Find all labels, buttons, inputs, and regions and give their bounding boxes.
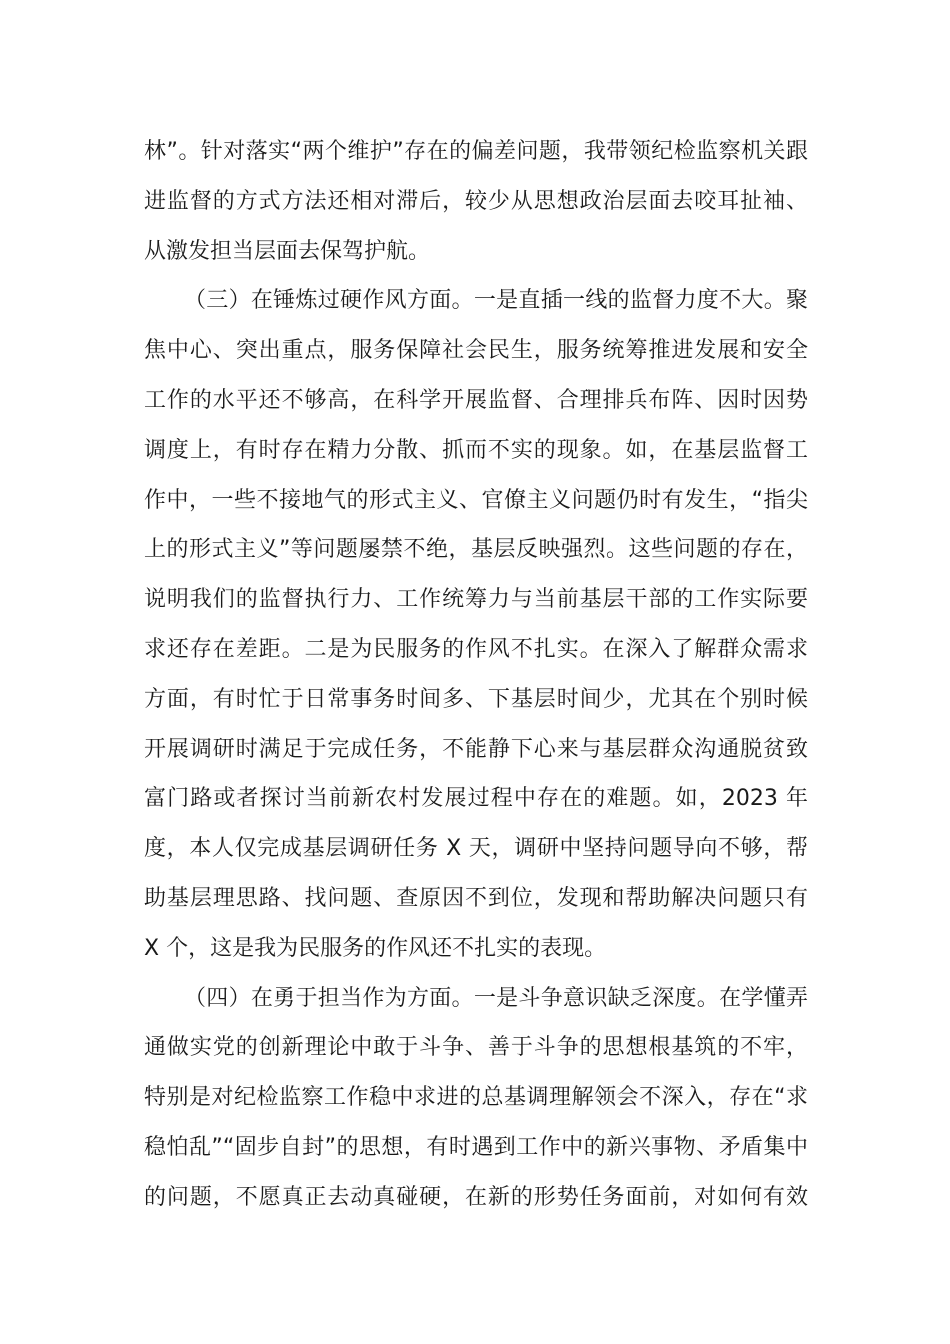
text-line: 助基层理思路、找问题、查原因不到位，发现和帮助解决问题只有 — [144, 885, 808, 911]
text-line: 度，本人仅完成基层调研任务 X 天，调研中坚持问题导向不够，帮 — [144, 836, 808, 862]
text-line: 富门路或者探讨当前新农村发展过程中存在的难题。如，2023 年 — [144, 786, 808, 812]
text-line: 的问题，不愿真正去动真碰硬，在新的形势任务面前，对如何有效 — [144, 1184, 808, 1210]
text-line: 调度上，有时存在精力分散、抓而不实的现象。如，在基层监督工 — [144, 437, 808, 463]
text-line: 进监督的方式方法还相对滞后，较少从思想政治层面去咬耳扯袖、 — [144, 188, 808, 214]
text-line: 特别是对纪检监察工作稳中求进的总基调理解领会不深入，存在“求 — [144, 1085, 808, 1111]
body-text — [144, 127, 808, 1223]
text-line: 求还存在差距。二是为民服务的作风不扎实。在深入了解群众需求 — [144, 636, 808, 662]
paragraph-start-line: （三）在锤炼过硬作风方面。一是直插一线的监督力度不大。聚 — [184, 288, 808, 314]
paragraph-start-line: （四）在勇于担当作为方面。一是斗争意识缺乏深度。在学懂弄 — [184, 985, 808, 1011]
text-line: 作中，一些不接地气的形式主义、官僚主义问题仍时有发生，“指尖 — [144, 487, 808, 513]
text-line: 稳怕乱”“固步自封”的思想，有时遇到工作中的新兴事物、矛盾集中 — [144, 1134, 808, 1160]
text-line: 从激发担当层面去保驾护航。 — [144, 238, 431, 264]
text-line: 方面，有时忙于日常事务时间多、下基层时间少，尤其在个别时候 — [144, 686, 808, 712]
text-line: 上的形式主义”等问题屡禁不绝，基层反映强烈。这些问题的存在， — [144, 537, 808, 563]
text-line: 说明我们的监督执行力、工作统筹力与当前基层干部的工作实际要 — [144, 587, 808, 613]
text-line: 林”。针对落实“两个维护”存在的偏差问题，我带领纪检监察机关跟 — [144, 139, 808, 164]
text-line: 通做实党的创新理论中敢于斗争、善于斗争的思想根基筑的不牢， — [144, 1035, 808, 1061]
text-line: X 个，这是我为民服务的作风还不扎实的表现。 — [144, 935, 607, 961]
text-line: 焦中心、突出重点，服务保障社会民生，服务统筹推进发展和安全 — [144, 338, 808, 364]
text-line: 工作的水平还不够高，在科学开展监督、合理排兵布阵、因时因势 — [144, 387, 808, 413]
text-line: 开展调研时满足于完成任务，不能静下心来与基层群众沟通脱贫致 — [144, 736, 808, 762]
